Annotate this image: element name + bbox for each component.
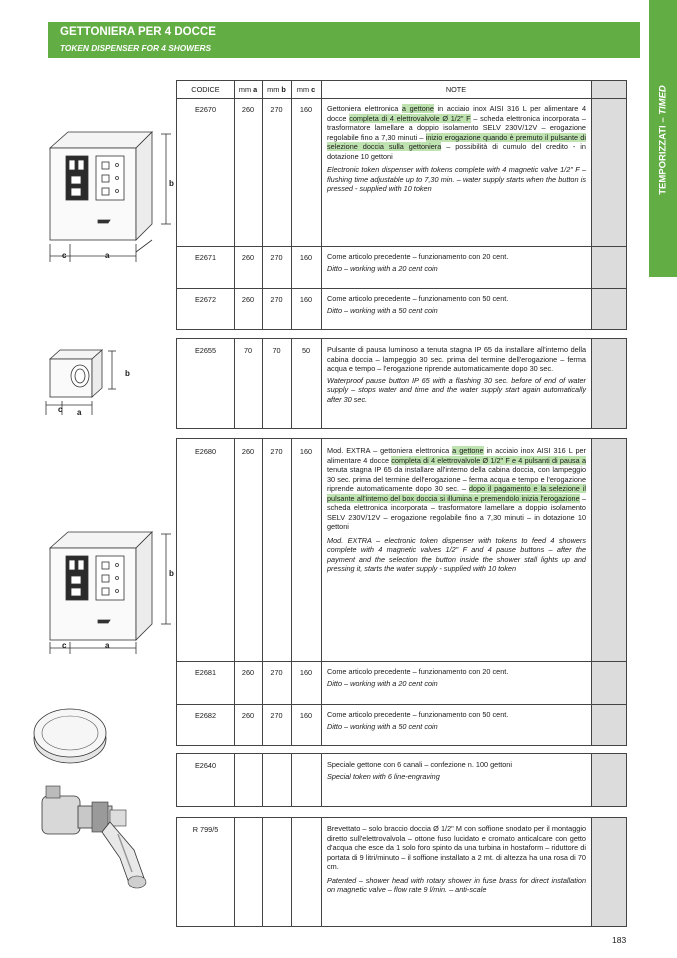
product-code: E2671 <box>194 253 217 262</box>
dim-a-value: 260 <box>241 295 255 304</box>
dim-a-value: 260 <box>241 668 255 677</box>
dim-label-b: b <box>169 569 174 578</box>
table-header <box>177 81 626 98</box>
page-subtitle: TOKEN DISPENSER FOR 4 SHOWERS <box>60 43 212 53</box>
page-header <box>48 22 640 58</box>
dim-a-value: 260 <box>241 253 255 262</box>
token-dispenser-extra-illustration <box>48 520 178 670</box>
dim-label-c: c <box>62 251 67 260</box>
product-note: Pulsante di pausa luminoso a tenuta stagna IP 65 da installare all'interno della cabina doccia – lampeggio 30 sec. prima del termine dell'erogazione – ferma acqua e tempo – l'erogazione riprende automaticamente dopo 30 sec. Waterproof pause button IP 65 with a flashing 30 sec. before of end of water supply – stops water and time and the water supply start again automatically after 30 sec. <box>327 345 586 404</box>
header-mm-a: mm a <box>238 85 258 94</box>
page-title: GETTONIERA PER 4 DOCCE <box>60 26 216 38</box>
product-note-en: Special token with 6 line-engraving <box>327 771 440 781</box>
product-note: Speciale gettone con 6 canali – confezione n. 100 gettoni Special token with 6 line-engraving <box>327 760 586 781</box>
header-mm-c: mm c <box>296 85 316 94</box>
product-note-en: Electronic token dispenser with tokens complete with 4 magnetic valve 1/2" F – flushing time adjustable up to 7,30 min. – water supply starts when the button is pressed - supplied with 10 token <box>327 165 586 193</box>
product-note: Gettoniera elettronica a gettone in acciaio inox AISI 316 L per alimentare 4 docce completa di 4 elettrovalvole Ø 1/2" F – scheda elettronica incorporata – trasformatore lamellare a doppio isolamento SELV 230V/12V – erogazione regolabile fino a 7,30 minuti – inizio erogazione quando è premuto il pulsante di selezione doccia sulla gettoniera – possibilità di cumulo del credito - in dotazione 10 gettoni Electronic token dispenser with tokens complete with 4 magnetic valve 1/2" F – flushing time adjustable up to 7,30 min. – water supply starts when the button is pressed - supplied with 10 token <box>327 104 587 193</box>
header-note: NOTE <box>445 85 467 94</box>
dim-label-a: a <box>105 641 110 650</box>
product-table-4 <box>176 753 627 807</box>
product-code: E2655 <box>194 346 217 355</box>
product-code: E2670 <box>194 105 217 114</box>
dim-a-value: 260 <box>241 711 255 720</box>
product-note: Come articolo precedente – funzionamento con 20 cent. Ditto – working with a 20 cent coin <box>327 667 586 688</box>
category-tab <box>649 0 677 277</box>
dim-label-c: c <box>58 405 63 414</box>
product-code: E2680 <box>194 447 217 456</box>
product-note: Mod. EXTRA – gettoniera elettronica a gettone in acciaio inox AISI 316 L per alimentare 4 docce completa di 4 elettrovalvole Ø 1/2" F e 4 pulsanti di pausa a tenuta stagna IP 65 da installare all'interno della cabina doccia, con lampeggio 30 sec. prima del termine dell'erogazione – ferma acqua e tempo e l'erogazione riprende automaticamente dopo 30 sec. – dopo il pagamento e la selezione il pulsante all'interno del box doccia si illumina e premendolo inizia l'erogazione – scheda elettronica incorporata – trasformatore lamellare a doppio isolamento SELV 230V/12V – erogazione regolabile fino a 7,30 minuti – in dotazione 10 gettoni Mod. EXTRA – electronic token dispenser with tokens to feed 4 showers complete with 4 magnetic valves 1/2" F and 4 pause buttons – after the payment and the selection the button inside the shower stall lights up and pressing it, starts the water supply - supplied with 10 token <box>327 446 587 573</box>
dim-c-value: 160 <box>299 105 313 114</box>
product-note-en: Ditto – working with a 50 cent coin <box>327 721 438 731</box>
header-mm-b: mm b <box>267 85 286 94</box>
token-dispenser-illustration <box>48 120 178 270</box>
product-note-en: Ditto – working with a 20 cent coin <box>327 678 438 688</box>
dim-label-c: c <box>62 641 67 650</box>
category-label: TEMPORIZZATI – TIMED <box>657 85 669 195</box>
dim-b-value: 270 <box>270 295 283 304</box>
product-note: Come articolo precedente – funzionamento con 20 cent. Ditto – working with a 20 cent coin <box>327 252 586 273</box>
product-note: Brevettato – solo braccio doccia Ø 1/2" M con soffione snodato per il montaggio diretto sull'elettrovalvola – ottone fuso lucidato e cromato anticalcare con getto d'acqua che esce da 1 solo foro spinto da una turbina in hostaform – riduttore di portata di 9 litri/minuto – il soffione installato a 2 mt. di altezza ha una rosa di 70 cm. Patented – shower head with rotary shower in fuse brass for direct installation on magnetic valve – flow rate 9 l/min. – anti-scale <box>327 824 586 894</box>
dim-a-value: 260 <box>241 447 255 456</box>
product-note-en: Ditto – working with a 50 cent coin <box>327 305 438 315</box>
dim-a-value: 260 <box>241 105 255 114</box>
dim-c-value: 50 <box>301 346 311 355</box>
product-code: E2672 <box>194 295 217 304</box>
dim-c-value: 160 <box>299 447 313 456</box>
product-table-2 <box>176 338 627 429</box>
dim-b-value: 270 <box>270 447 283 456</box>
product-code: E2682 <box>194 711 217 720</box>
product-note-en: Patented – shower head with rotary shower in fuse brass for direct installation on magnetic valve – flow rate 9 l/min. – anti-scale <box>327 875 586 894</box>
product-code: E2640 <box>194 761 217 770</box>
dim-label-b: b <box>125 369 130 378</box>
dim-b-value: 270 <box>270 668 283 677</box>
product-note: Come articolo precedente – funzionamento con 50 cent. Ditto – working with a 50 cent coin <box>327 294 586 315</box>
dim-c-value: 160 <box>299 295 313 304</box>
dim-c-value: 160 <box>299 253 313 262</box>
dim-c-value: 160 <box>299 711 313 720</box>
product-code: R 799/5 <box>192 825 219 834</box>
product-note: Come articolo precedente – funzionamento con 50 cent. Ditto – working with a 50 cent coin <box>327 710 586 731</box>
token-illustration <box>30 705 110 765</box>
dim-label-a: a <box>77 408 82 417</box>
product-note-en: Ditto – working with a 20 cent coin <box>327 263 438 273</box>
product-note-en: Waterproof pause button IP 65 with a flashing 30 sec. before of end of water supply – stops water and time and the water supply start again automatically after 30 sec. <box>327 375 586 404</box>
shower-arm-illustration <box>32 782 152 892</box>
dim-b-value: 270 <box>270 711 283 720</box>
dim-label-b: b <box>169 179 174 188</box>
product-code: E2681 <box>194 668 217 677</box>
product-note-en: Mod. EXTRA – electronic token dispenser with tokens to feed 4 showers complete with 4 magnetic valves 1/2" F and 4 pause buttons – after the payment and the selection the button inside the shower stall lights up and pressing it, starts the water supply - supplied with 10 token <box>327 535 586 573</box>
dim-a-value: 70 <box>243 346 253 355</box>
pause-button-illustration <box>40 345 130 425</box>
dim-b-value: 270 <box>270 105 283 114</box>
product-table-3 <box>176 438 627 746</box>
product-table-5 <box>176 817 627 927</box>
product-table-1 <box>176 80 627 330</box>
page-number: 183 <box>612 935 627 945</box>
dim-c-value: 160 <box>299 668 313 677</box>
header-codice: CODICE <box>191 85 220 94</box>
dim-label-a: a <box>105 251 110 260</box>
dim-b-value: 70 <box>272 346 281 355</box>
dim-b-value: 270 <box>270 253 283 262</box>
